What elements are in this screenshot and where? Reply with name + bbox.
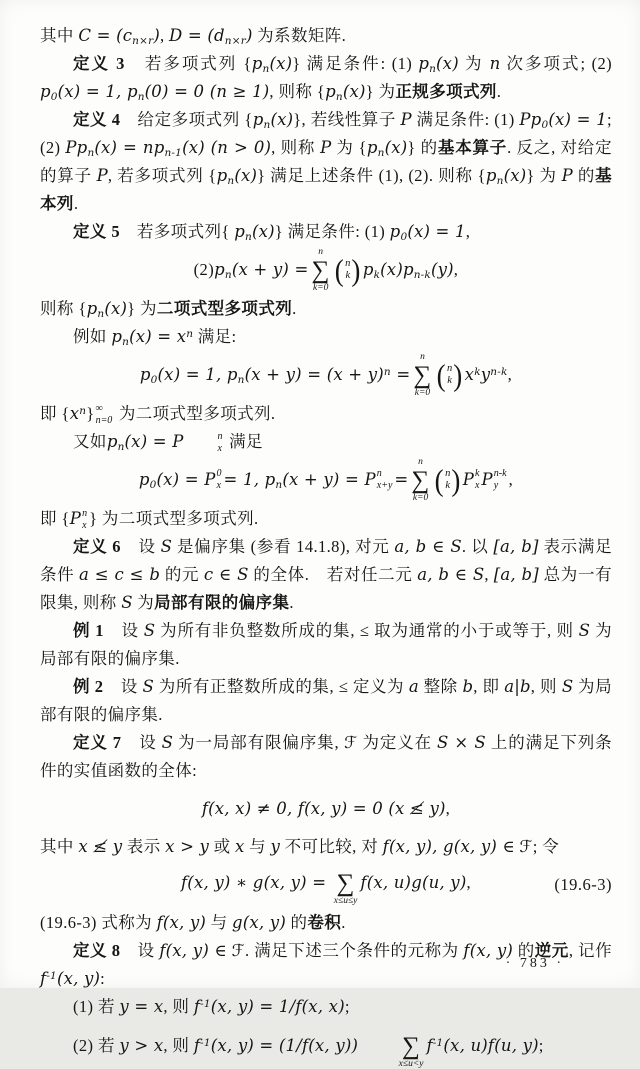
definition-7-explanation: 其中 x ≰ y 表示 x > y 或 x 与 y 不可比较, 对 f(x, y), g(x, y) ∈ ℱ; 令 [40, 836, 560, 856]
formula-convolution-row [40, 862, 612, 908]
stacked-script: n x [82, 507, 88, 531]
formula-convolution: f(x, y) ∗ g(x, y) = ∑ x≤u≤y f(x, u)g(u, y), [181, 862, 471, 907]
summation-sigma: n ∑ k=0 [411, 456, 430, 503]
stacked-script: 0 x [216, 468, 222, 492]
example-2-paragraph: 例 2 设 S 为所有正整数所成的集, ≤ 定义为 a 整除 b, 即 a|b, 则 S 为局部有限的偏序集. [40, 676, 613, 724]
example-falling-factorial-intro: 又如$p_n(x) = P$ n x 满足 [73, 430, 263, 454]
inverse-condition-2: (2) 若 y > x, 则 $f^{-1}(x$, y) = (1/f(x, y)) ∑ x≤u<y $f^{-1}(x$, u)f(u, y); [40, 1025, 612, 1069]
formula-definition-5: (2) $p_n(x + y)$ = n ∑ k=0 ( n k ) $p_k(x)p_{n-k}(y)$ , [193, 247, 459, 293]
definition-7-paragraph: 定义 7 设 S 为一局部有限偏序集, ℱ 为定义在 S × S 上的满足下列条件的实值函数的全体: [40, 732, 612, 780]
summation-sigma: n ∑ k=0 [311, 247, 330, 293]
definition-3-paragraph: 定义 3 若多项式列 $\{p_n(x)\}$ 满足条件: (1) $p_n(x)$ 为 n 次多项式; (2) $p_0(x) = 1$, $p_n(0) = 0$ (n ≥ 1), 则称 $\{p_n(x)\}$ 为正规多项式列. [40, 54, 613, 103]
stacked-script: n x+y [376, 468, 393, 492]
formula-falling-factorial: $p_0(x) = P$ 0 x = 1, $p_n(x + y) = P$ n x+y = n ∑ k=0 ( n k ) P k x P n-k y , [138, 456, 514, 503]
xn-conclusion-line: 即 $\{x^n\}$ ∞ n=0 为二项式型多项式列. [40, 402, 276, 426]
binomial-coefficient: ( n k ) [434, 462, 461, 497]
definition-6-paragraph: 定义 6 设 S 是偏序集 (参看 14.1.8), 对元 a, b ∈ S. 以 [a, b] 表示满足条件 a ≤ c ≤ b 的元 c ∈ S 的全体. 若对任二元 a, b ∈ S, [a, b] 总为一有限集, 则称 S 为局部有限的偏序集. [40, 536, 613, 612]
equation-number: (19.6-3) [554, 874, 612, 894]
stacked-script: k x [475, 468, 480, 492]
summation-sigma: ∑ x≤u<y [398, 1032, 424, 1069]
falling-factorial-conclusion: 即 {P n x } 为二项式型多项式列. [40, 507, 259, 531]
formula-xn-expansion: $p_0(x) = 1$, $p_n(x + y) = (x + y)^n$ = n ∑ k=0 ( n k ) $x^ky^{n-k}$ , [139, 351, 513, 398]
definition-4-paragraph: 定义 4 给定多项式列 $\{p_n(x)\}$, 若线性算子 P 满足条件: (1) $Pp_0(x) = 1$; (2) $Pp_n(x) = np_{n-1}(x) (n > 0)$, 则称 P 为 $\{p_n(x)\}$ 的基本算子. 反之, 对给定的算子 P, 若多项式列 $\{p_n(x)\}$ 满足上述条件 (1), (2). 则称 $\{p_n(x)\}$ 为 P 的基本列. [40, 110, 612, 213]
summation-sigma: n ∑ k=0 [413, 351, 432, 398]
page-number: · 783 · [505, 956, 564, 971]
page-text-column [40, 22, 612, 1069]
summation-sigma: ∑ x≤u≤y [333, 870, 358, 907]
stacked-script: n x [217, 430, 223, 454]
formula-incidence-condition: f(x, x) ≠ 0, f(x, y) = 0 (x ≰ y) , [201, 798, 451, 818]
inverse-condition-1: (1) 若 y = x, 则 $f^{-1}(x$, y) = 1/f(x, x); [73, 996, 350, 1016]
binomial-coefficient: ( n k ) [436, 357, 463, 392]
stacked-script: ∞ n=0 [95, 402, 113, 426]
binomial-type-name-line: 则称 $\{p_n(x)\}$ 为二项式型多项式列. [40, 298, 297, 320]
example-xn-intro-line: 例如 $p_n(x) = x^n$ 满足: [73, 326, 237, 348]
paragraph-coeff-matrix: 其中 $C = (c_{n\times r})$, $D = (d_{n\times r})$ 为系数矩阵. [40, 26, 347, 47]
binomial-coefficient: ( n k ) [334, 252, 361, 288]
stacked-script: n-k y [493, 468, 507, 492]
definition-8-paragraph: 定义 8 设 f(x, y) ∈ ℱ. 满足下述三个条件的元称为 f(x, y) 的逆元, 记作 $f^{-1}(x$, y): [40, 940, 612, 988]
definition-5-paragraph: 定义 5 若多项式列{ $p_n(x)$} 满足条件: (1) $p_0(x) = 1$, [73, 222, 471, 243]
convolution-name-line: (19.6-3) 式称为 f(x, y) 与 g(x, y) 的卷积. [40, 912, 346, 932]
example-1-paragraph: 例 1 设 S 为所有非负整数所成的集, ≤ 取为通常的小于或等于, 则 S 为局部有限的偏序集. [40, 620, 613, 668]
